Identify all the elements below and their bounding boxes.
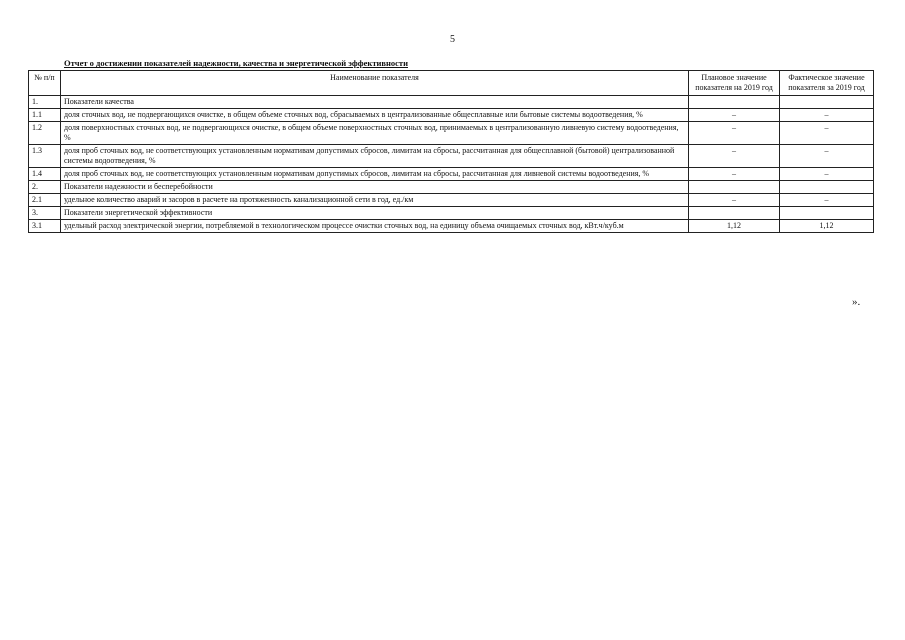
row-number: 3. (29, 207, 61, 220)
row-actual-value (780, 207, 874, 220)
row-actual-value: 1,12 (780, 220, 874, 233)
row-actual-value (780, 96, 874, 109)
row-number: 2.1 (29, 194, 61, 207)
table-row (29, 109, 874, 122)
row-actual-value: – (780, 122, 874, 145)
row-planned-value: – (689, 109, 780, 122)
closing-quote-mark: ». (852, 296, 861, 308)
row-planned-value: – (689, 145, 780, 168)
row-planned-value: 1,12 (689, 220, 780, 233)
header-number: № п/п (29, 71, 61, 96)
row-indicator-name: Показатели качества (61, 96, 689, 109)
table-row (29, 207, 874, 220)
header-indicator-name: Наименование показателя (61, 71, 689, 96)
header-actual-value: Фактическое значение показателя за 2019 год (780, 71, 874, 96)
row-number: 2. (29, 181, 61, 194)
table-row (29, 168, 874, 181)
report-title: Отчет о достижении показателей надежности, качества и энергетической эффективности (64, 58, 408, 68)
row-indicator-name: доля проб сточных вод, не соответствующих установленным нормативам допустимых сбросов, лимитам на сбросы, рассчитанная для общесплавной (бытовой) централизованной системы водоотведения, % (61, 145, 689, 168)
row-number: 3.1 (29, 220, 61, 233)
row-indicator-name: удельный расход электрической энергии, потребляемой в технологическом процессе очистки сточных вод, на единицу объема очищаемых сточных вод, кВт.ч/куб.м (61, 220, 689, 233)
row-actual-value: – (780, 194, 874, 207)
row-indicator-name: доля поверхностных сточных вод, не подвергающихся очистке, в общем объеме поверхностных сточных вод, принимаемых в централизованную ливневую систему водоотведения, % (61, 122, 689, 145)
row-actual-value: – (780, 168, 874, 181)
header-planned-value: Плановое значение показателя на 2019 год (689, 71, 780, 96)
row-planned-value (689, 181, 780, 194)
table-body (29, 96, 874, 233)
row-number: 1.4 (29, 168, 61, 181)
row-number: 1.1 (29, 109, 61, 122)
row-planned-value: – (689, 168, 780, 181)
table-row (29, 96, 874, 109)
page-number: 5 (450, 34, 455, 45)
table-header-row (29, 71, 874, 96)
row-actual-value: – (780, 109, 874, 122)
row-planned-value: – (689, 194, 780, 207)
row-indicator-name: Показатели надежности и бесперебойности (61, 181, 689, 194)
row-number: 1.3 (29, 145, 61, 168)
row-planned-value (689, 96, 780, 109)
indicators-table (28, 70, 874, 233)
table-row (29, 145, 874, 168)
table-row (29, 122, 874, 145)
row-indicator-name: доля сточных вод, не подвергающихся очистке, в общем объеме сточных вод, сбрасываемых в централизованные общесплавные или бытовые системы водоотведения, % (61, 109, 689, 122)
row-number: 1.2 (29, 122, 61, 145)
row-planned-value: – (689, 122, 780, 145)
table-row (29, 181, 874, 194)
row-indicator-name: Показатели энергетической эффективности (61, 207, 689, 220)
row-actual-value: – (780, 145, 874, 168)
table-row (29, 220, 874, 233)
row-indicator-name: удельное количество аварий и засоров в расчете на протяженность канализационной сети в год, ед./км (61, 194, 689, 207)
table-row (29, 194, 874, 207)
row-actual-value (780, 181, 874, 194)
row-indicator-name: доля проб сточных вод, не соответствующих установленным нормативам допустимых сбросов, лимитам на сбросы, рассчитанная для ливневой системы водоотведения, % (61, 168, 689, 181)
row-planned-value (689, 207, 780, 220)
row-number: 1. (29, 96, 61, 109)
